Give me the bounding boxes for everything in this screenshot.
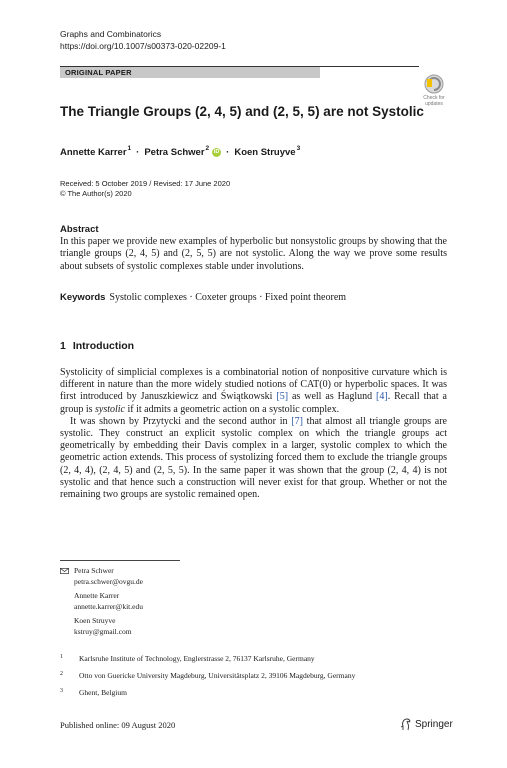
text-run: as well as Haglund (288, 391, 377, 403)
text-run: . Recall that a group is (60, 391, 447, 415)
contact-email[interactable]: annette.karrer@kit.edu (74, 601, 143, 611)
publisher-logo[interactable] (400, 718, 453, 731)
affiliation-item (60, 688, 355, 698)
affiliations (60, 654, 355, 705)
author-affil-ref: 2 (205, 145, 210, 152)
publisher-name: Springer (415, 719, 453, 730)
paper-title: The Triangle Groups (2, 4, 5) and (2, 5, 5) are not Systolic (60, 104, 424, 119)
contact-entry (60, 566, 143, 587)
affiliation-item (60, 654, 355, 664)
introduction-body (60, 367, 447, 501)
citation-link[interactable]: [7] (291, 415, 303, 427)
affiliation-text: Karlsruhe Institute of Technology, Englerstrasse 2, 76137 Karlsruhe, Germany (79, 654, 315, 663)
badge-line2: updates (425, 101, 443, 107)
author-contacts (60, 566, 143, 641)
author-name[interactable]: Koen Struyve (234, 147, 296, 158)
author-separator: · (136, 147, 140, 158)
footnote-rule (60, 560, 180, 561)
copyright-line: © The Author(s) 2020 (60, 189, 132, 198)
contact-entry (60, 591, 143, 612)
section-number: 1 (60, 340, 66, 352)
affiliation-number: 3 (60, 688, 63, 694)
citation-link[interactable]: [5] (276, 391, 289, 403)
affiliation-text: Otto von Guericke University Magdeburg, Universitätsplatz 2, 39106 Magdeburg, Germany (79, 671, 356, 680)
contact-entry (60, 616, 143, 637)
contact-email[interactable]: kstruy@gmail.com (74, 626, 132, 636)
doi-link[interactable]: https://doi.org/10.1007/s00373-020-02209-1 (60, 40, 226, 51)
section-heading (60, 340, 134, 352)
section-title: Introduction (72, 340, 135, 352)
check-updates-icon (418, 73, 450, 107)
text-run: that almost all triangle groups are systolic. They construct an explicit systolic complex on which the triangle groups act geometrically by embedding their Davis complex in a larger, systolic complex to which the geometric action extends. This process of systolizing forced them to exclude the triangle groups (2, 4, 4), (2, 4, 5) and (2, 5, 5). In the same paper it was shown that the group (2, 4, 4) is not systolic and that hence such a construction will never exist for that group. Whether or not the remaining two groups are systolic remained open. (60, 415, 447, 501)
paragraph (60, 367, 447, 416)
contact-email[interactable]: petra.schwer@ovgu.de (74, 576, 143, 586)
keywords-list: Systolic complexes · Coxeter groups · Fixed point theorem (109, 292, 347, 303)
journal-header (60, 29, 226, 52)
emphasis: systolic (95, 403, 125, 415)
author-list (60, 147, 300, 158)
contact-name: Annette Karrer (74, 591, 120, 600)
text-run: if it admits a geometric action on a systolic complex. (125, 403, 340, 415)
keywords (60, 292, 346, 303)
text-run: It was shown by Przytycki and the second author in (70, 415, 292, 427)
springer-horse-icon (400, 718, 412, 731)
author-name[interactable]: Annette Karrer (60, 147, 127, 158)
keywords-heading: Keywords (60, 292, 106, 303)
envelope-icon (60, 568, 69, 574)
check-for-updates-badge[interactable] (418, 73, 450, 107)
journal-name: Graphs and Combinatorics (60, 29, 162, 39)
author-affil-ref: 1 (127, 145, 132, 152)
author-affil-ref: 3 (296, 145, 301, 152)
abstract-text: In this paper we provide new examples of hyperbolic but nonsystolic groups by showing that the triangle groups (2, 4, 5) and (2, 5, 5) are not systolic. Along the way we prove some results about subsets of systolic complexes stable under involutions. (60, 236, 447, 272)
received-date: Received: 5 October 2019 / Revised: 17 June 2020 (60, 179, 231, 188)
contact-name: Petra Schwer (74, 566, 114, 575)
abstract-heading: Abstract (60, 224, 99, 235)
article-dates (60, 179, 230, 199)
paragraph (60, 416, 447, 501)
contact-name: Koen Struyve (74, 616, 116, 625)
orcid-icon[interactable]: iD (213, 149, 220, 155)
badge-line1: Check for (423, 95, 445, 101)
author-separator: · (226, 147, 230, 158)
citation-link[interactable]: [4] (376, 391, 388, 403)
published-online: Published online: 09 August 2020 (60, 720, 176, 730)
author-name[interactable]: Petra Schwer (144, 147, 205, 158)
affiliation-number: 2 (60, 671, 63, 677)
affiliation-number: 1 (60, 654, 63, 660)
text-run: Systolicity of simplicial complexes is a combinatorial notion of nonpositive curvature which is different in nature than the more widely studied notions of CAT(0) or hyperbolic spaces. It was first introduced by Januszkiewicz and Świątkowski (60, 367, 447, 403)
affiliation-item (60, 671, 355, 681)
paper-type-label: ORIGINAL PAPER (65, 68, 132, 77)
affiliation-text: Ghent, Belgium (79, 688, 127, 697)
